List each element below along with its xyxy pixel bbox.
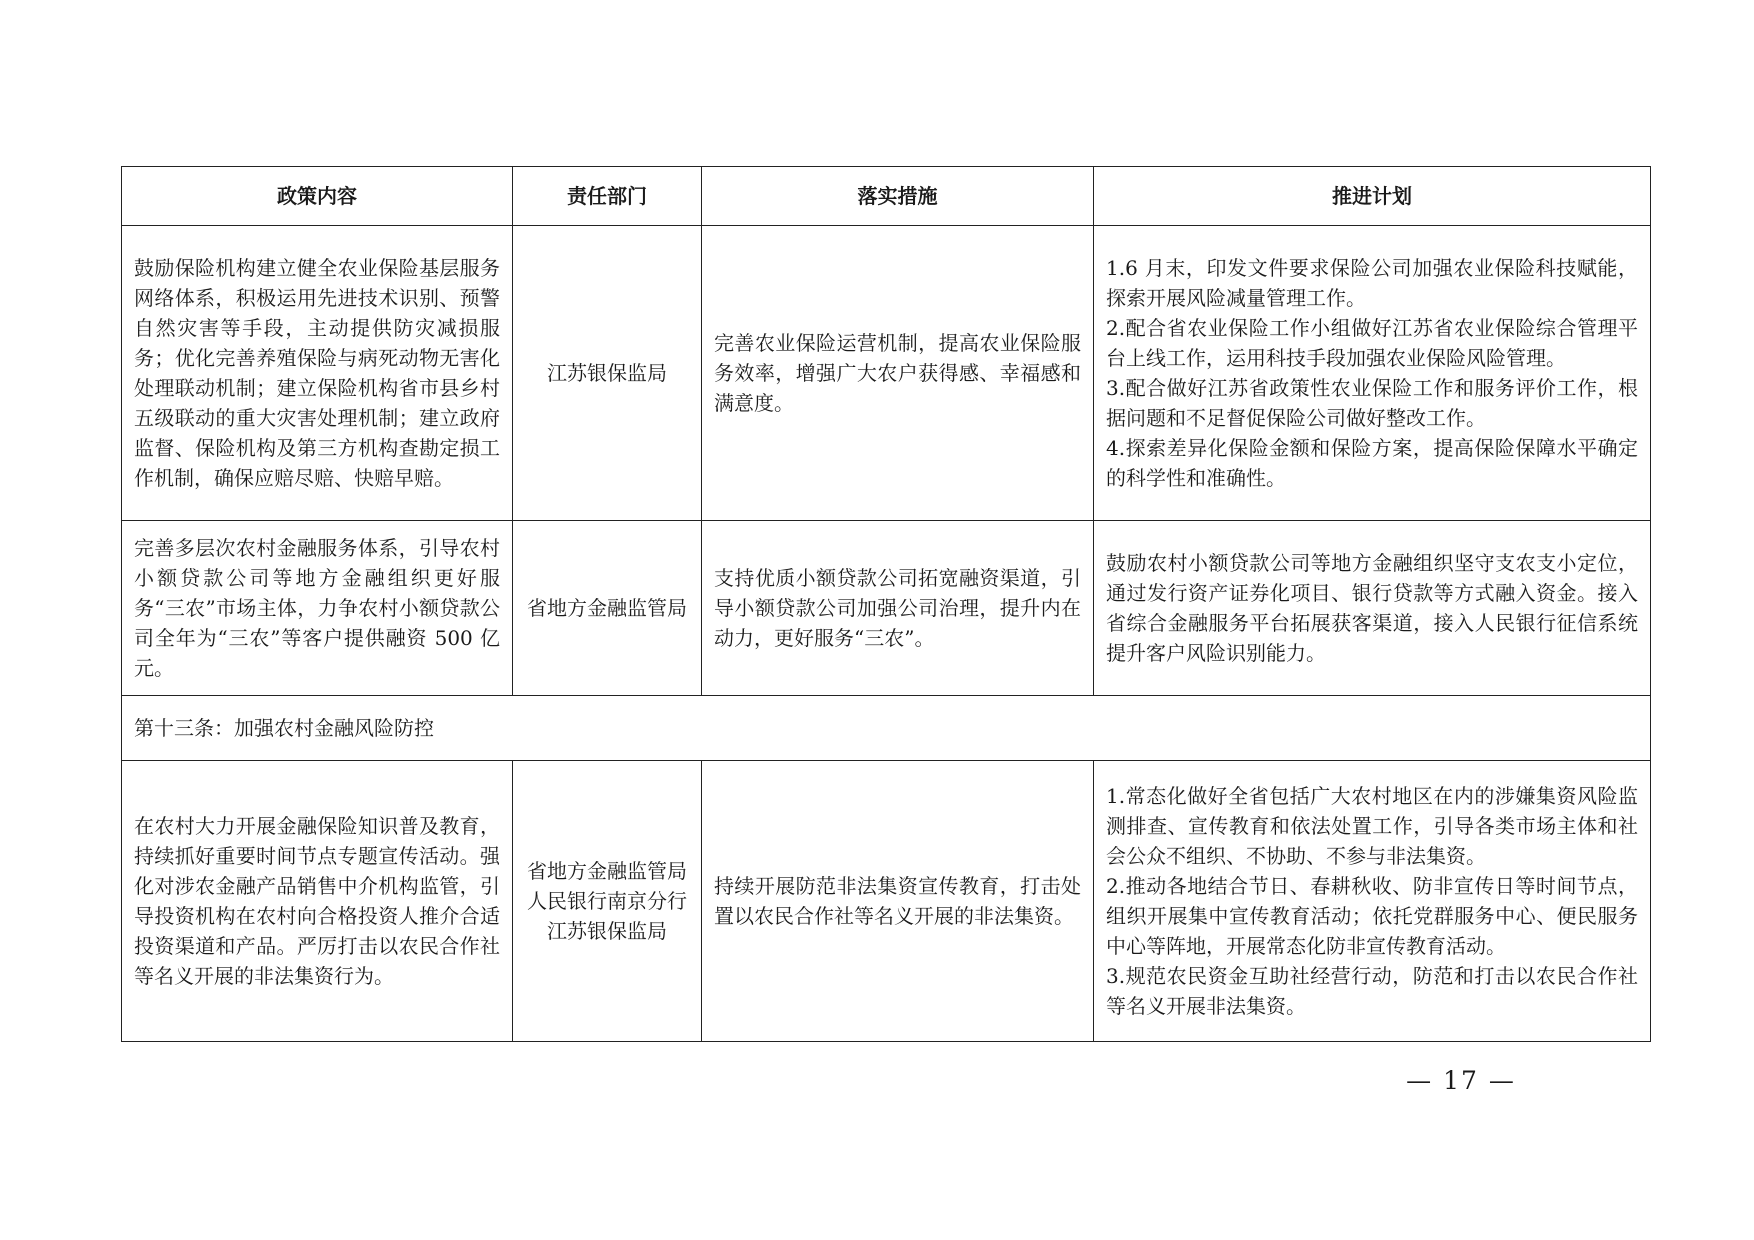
policy-content-cell: 完善多层次农村金融服务体系，引导农村小额贷款公司等地方金融组织更好服务“三农”市场主体，力争农村小额贷款公司全年为“三农”等客户提供融资 500 亿元。 <box>122 521 513 696</box>
department-name: 江苏银保监局 <box>547 919 667 943</box>
department-name: 人民银行南京分行 <box>527 889 687 913</box>
plan-item: 鼓励农村小额贷款公司等地方金融组织坚守支农支小定位，通过发行资产证券化项目、银行贷款等方式融入资金。接入省综合金融服务平台拓展获客渠道，接入人民银行征信系统提升客户风险识别能力。 <box>1106 551 1638 665</box>
department-cell <box>513 521 702 696</box>
policy-content-cell: 在农村大力开展金融保险知识普及教育，持续抓好重要时间节点专题宣传活动。强化对涉农金融产品销售中介机构监管，引导投资机构在农村向合格投资人推介合适投资渠道和产品。严厉打击以农民合作社等名义开展的非法集资行为。 <box>122 761 513 1042</box>
header-policy-content: 政策内容 <box>122 167 513 226</box>
department-name: 省地方金融监管局 <box>527 859 687 883</box>
plan-item: 2.配合省农业保险工作小组做好江苏省农业保险综合管理平台上线工作，运用科技手段加强农业保险风险管理。 <box>1106 316 1638 370</box>
plan-item: 3.规范农民资金互助社经营行动，防范和打击以农民合作社等名义开展非法集资。 <box>1106 964 1638 1018</box>
measure-cell: 完善农业保险运营机制，提高农业保险服务效率，增强广大农户获得感、幸福感和满意度。 <box>702 226 1094 521</box>
plan-cell <box>1094 761 1651 1042</box>
page-number: — 17 — <box>1406 1066 1516 1095</box>
policy-content-cell: 鼓励保险机构建立健全农业保险基层服务网络体系，积极运用先进技术识别、预警自然灾害等手段，主动提供防灾减损服务；优化完善养殖保险与病死动物无害化处理联动机制；建立保险机构省市县乡村五级联动的重大灾害处理机制；建立政府监督、保险机构及第三方机构查勘定损工作机制，确保应赔尽赔、快赔早赔。 <box>122 226 513 521</box>
table-row <box>122 761 1651 1042</box>
plan-item: 3.配合做好江苏省政策性农业保险工作和服务评价工作，根据问题和不足督促保险公司做好整改工作。 <box>1106 376 1638 430</box>
department-name: 江苏银保监局 <box>547 361 667 385</box>
table-row <box>122 521 1651 696</box>
department-cell <box>513 226 702 521</box>
header-progress-plan: 推进计划 <box>1094 167 1651 226</box>
department-name: 省地方金融监管局 <box>527 596 687 620</box>
measure-cell: 持续开展防范非法集资宣传教育，打击处置以农民合作社等名义开展的非法集资。 <box>702 761 1094 1042</box>
plan-item: 1.6 月末，印发文件要求保险公司加强农业保险科技赋能，探索开展风险减量管理工作。 <box>1106 256 1638 310</box>
header-responsible-department: 责任部门 <box>513 167 702 226</box>
section-title: 第十三条：加强农村金融风险防控 <box>122 696 1651 761</box>
plan-item: 2.推动各地结合节日、春耕秋收、防非宣传日等时间节点，组织开展集中宣传教育活动；依托党群服务中心、便民服务中心等阵地，开展常态化防非宣传教育活动。 <box>1106 874 1638 958</box>
policy-table <box>121 166 1651 1042</box>
plan-cell <box>1094 226 1651 521</box>
plan-item: 4.探索差异化保险金额和保险方案，提高保险保障水平确定的科学性和准确性。 <box>1106 436 1638 490</box>
plan-cell <box>1094 521 1651 696</box>
plan-item: 1.常态化做好全省包括广大农村地区在内的涉嫌集资风险监测排查、宣传教育和依法处置工作，引导各类市场主体和社会公众不组织、不协助、不参与非法集资。 <box>1106 784 1638 868</box>
section-row <box>122 696 1651 761</box>
header-implementation-measures: 落实措施 <box>702 167 1094 226</box>
table-row <box>122 226 1651 521</box>
table-header-row <box>122 167 1651 226</box>
department-cell <box>513 761 702 1042</box>
measure-cell: 支持优质小额贷款公司拓宽融资渠道，引导小额贷款公司加强公司治理，提升内在动力，更好服务“三农”。 <box>702 521 1094 696</box>
